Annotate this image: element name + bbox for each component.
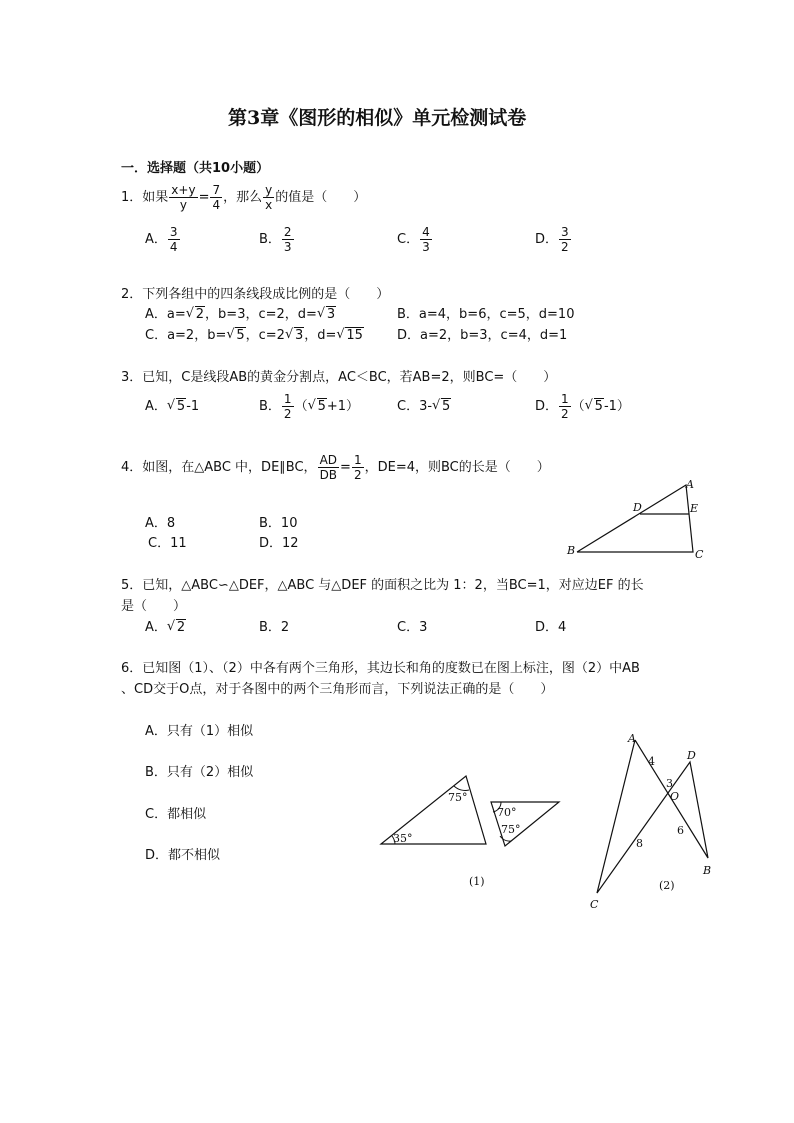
question-5-line-1: 5．已知，△ABC∽△DEF，△ABC 与△DEF 的面积之比为 1：2，当BC=1，对应边EF 的长 <box>121 578 644 593</box>
q5-option-a: A．√ 2 <box>145 620 186 636</box>
label-c: C <box>590 898 599 911</box>
q6-option-d: D．都不相似 <box>145 848 221 863</box>
angle-arc-75-left <box>454 786 469 790</box>
q1-fraction-y-over-x: $\frac{y}{x}$ <box>265 183 273 212</box>
label-b: B <box>567 544 576 557</box>
q1-equals: = <box>198 190 210 205</box>
label-b: B <box>703 864 712 877</box>
figure-2-caption: (2) <box>659 879 675 892</box>
question-3-stem: 3．已知，C是线段AB的黄金分割点，AC＜BC，若AB=2，则BC=（ ） <box>121 370 557 385</box>
triangle-abc <box>577 485 693 552</box>
label-a: A <box>686 478 694 491</box>
q1-option-a: A． $\frac{3}{4}$ <box>145 225 178 254</box>
angle-label-75-right: 75° <box>501 823 521 836</box>
label-a: A <box>628 732 636 745</box>
q1-option-c: C． $\frac{4}{3}$ <box>397 225 430 254</box>
q5-option-b: B．2 <box>259 620 290 635</box>
q2-option-a: A．a=√ 2，b=3，c=2，d=√ 3 <box>145 307 336 323</box>
q4-fraction-1-2: $\frac{1}{2}$ <box>353 453 362 482</box>
q1-pre: 如果 <box>142 190 169 205</box>
q6-figure-2 <box>580 728 720 913</box>
sqrt-5: √ 5 <box>585 399 604 415</box>
q6-option-b: B．只有（2）相似 <box>145 765 254 780</box>
label-o: O <box>670 790 680 803</box>
q1-number: 1． <box>121 190 143 205</box>
sqrt-5: √ 5 <box>226 328 245 344</box>
figure-1-caption: (1) <box>469 875 485 888</box>
q1-option-d: D． $\frac{3}{2}$ <box>535 225 569 254</box>
question-6-line-1: 6．已知图（1）、（2）中各有两个三角形，其边长和角的度数已在图上标注，图（2）中AB <box>121 661 640 676</box>
sqrt-3: √ 3 <box>317 307 336 323</box>
question-5-line-2: 是（ ） <box>121 599 187 614</box>
sqrt-2: √ 2 <box>186 307 205 323</box>
q4-option-c: C．11 <box>148 536 187 551</box>
q1-option-c-fraction: $\frac{4}{3}$ <box>422 225 430 254</box>
q3-option-d-fraction: $\frac{1}{2}$ <box>561 392 569 421</box>
angle-label-75-left: 75° <box>448 791 468 804</box>
q4-option-a: A．8 <box>145 516 176 531</box>
q3-option-b-fraction: $\frac{1}{2}$ <box>283 392 292 421</box>
q1-fraction-xy-over-y: $\frac{x+y}{y}$ <box>171 183 196 212</box>
q1-post: 的值是（ ） <box>275 190 367 205</box>
sqrt-15: √ 15 <box>336 328 364 344</box>
q4-option-b: B．10 <box>259 516 298 531</box>
sqrt-2: √ 2 <box>167 620 186 636</box>
question-4-stem: 4．如图，在△ABC 中，DE∥BC， $\frac{AD}{DB}$ = $\frac{1}{2}$ ，DE=4，则BC的长是（ ） <box>121 453 550 482</box>
q6-figure-1 <box>375 770 570 895</box>
q5-option-c: C．3 <box>397 620 428 635</box>
q3-option-d: D． $\frac{1}{2}$ （√ 5-1） <box>535 392 630 421</box>
length-3: 3 <box>666 777 673 790</box>
angle-label-70: 70° <box>497 806 517 819</box>
q1-option-b: B． $\frac{2}{3}$ <box>259 225 292 254</box>
question-1-stem <box>121 183 366 212</box>
sqrt-5: √ 5 <box>167 399 186 415</box>
q5-option-d: D．4 <box>535 620 567 635</box>
sqrt-5: √ 5 <box>308 399 327 415</box>
angle-label-35: 35° <box>393 832 413 845</box>
q3-option-a: A．√ 5-1 <box>145 399 199 415</box>
label-e: E <box>690 502 699 515</box>
label-c: C <box>695 548 704 561</box>
q6-option-a: A．只有（1）相似 <box>145 724 254 739</box>
q1-fraction-7-4: $\frac{7}{4}$ <box>212 183 221 212</box>
q3-option-b: B． $\frac{1}{2}$ （√ 5+1） <box>259 392 359 421</box>
sqrt-5: √ 5 <box>432 399 451 415</box>
q4-option-d: D．12 <box>259 536 299 551</box>
page-title: 第3章《图形的相似》单元检测试卷 <box>228 107 527 129</box>
length-6: 6 <box>677 824 684 837</box>
question-2-stem: 2．下列各组中的四条线段成比例的是（ ） <box>121 287 390 302</box>
q6-option-c: C．都相似 <box>145 807 207 822</box>
length-4: 4 <box>648 755 655 768</box>
label-d: D <box>633 501 642 514</box>
q1-option-d-fraction: $\frac{3}{2}$ <box>561 225 569 254</box>
q4-triangle-figure <box>560 478 710 562</box>
q2-option-c: C．a=2，b=√ 5，c=2√ 3，d=√ 15 <box>145 328 364 344</box>
q1-option-a-fraction: $\frac{3}{4}$ <box>169 225 178 254</box>
question-6-line-2: 、CD交于O点，对于各图中的两个三角形而言，下列说法正确的是（ ） <box>121 682 554 697</box>
length-8: 8 <box>636 837 643 850</box>
q3-option-c: C．3-√ 5 <box>397 399 451 415</box>
sqrt-3: √ 3 <box>285 328 304 344</box>
q1-mid: ，那么 <box>223 190 263 205</box>
label-d: D <box>687 749 696 762</box>
q2-option-b: B．a=4，b=6，c=5，d=10 <box>397 307 575 322</box>
q4-fraction-ad-db: $\frac{AD}{DB}$ <box>319 453 338 482</box>
q2-option-d: D．a=2，b=3，c=4，d=1 <box>397 328 568 343</box>
q1-option-b-fraction: $\frac{2}{3}$ <box>283 225 292 254</box>
section-heading: 一．选择题（共10小题） <box>121 161 270 176</box>
